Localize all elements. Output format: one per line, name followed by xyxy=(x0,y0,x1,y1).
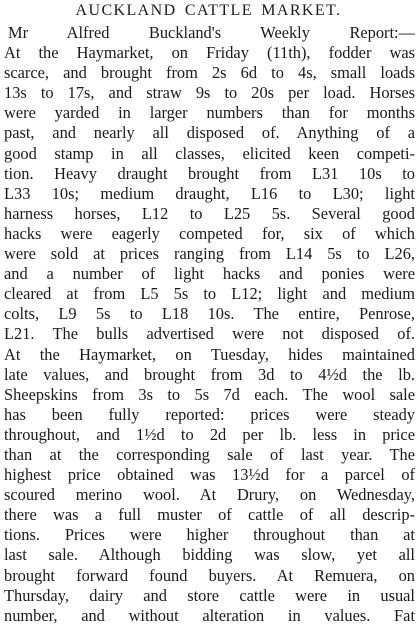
article-line: than at the corresponding sale of last year. The xyxy=(4,444,415,464)
article-line: L21. The bulls advertised were not disposed of. xyxy=(4,324,415,344)
article-line: were sold at prices ranging from L14 5s to L26, xyxy=(4,244,415,264)
article-line: brought forward found buyers. At Remuera, on xyxy=(4,565,415,585)
article-line: there was a full muster of cattle of all descrip- xyxy=(4,505,415,525)
article-line: past, and nearly all disposed of. Anything of a xyxy=(4,123,415,143)
article-line: and a number of light hacks and ponies were xyxy=(4,264,415,284)
article-line: throughout, and 1½d to 2d per lb. less in price xyxy=(4,424,415,444)
article-line: highest price obtained was 13½d for a parcel of xyxy=(4,465,415,485)
article-line: At the Haymarket, on Tuesday, hides maintained xyxy=(4,344,415,364)
article-line: number, and without alteration in values. Fat xyxy=(4,605,415,625)
article-headline: AUCKLAND CATTLE MARKET. xyxy=(75,2,342,19)
article-line: scoured merino wool. At Drury, on Wednesday, xyxy=(4,485,415,505)
article-line: has been fully reported: prices were steady xyxy=(4,404,415,424)
article-line: colts, L9 5s to L18 10s. The entire, Penrose, xyxy=(4,304,415,324)
article-line: Thursday, dairy and store cattle were in usual xyxy=(4,585,415,605)
article-line: harness horses, L12 to L25 5s. Several good xyxy=(4,203,415,223)
article-line: hacks were eagerly competed for, six of which xyxy=(4,223,415,243)
article-line: tions. Prices were higher throughout than at xyxy=(4,525,415,545)
article-line: L33 10s; medium draught, L16 to L30; light xyxy=(4,183,415,203)
article-line: 13s to 17s, and straw 9s to 20s per load. Horses xyxy=(4,83,415,103)
article-line: Mr Alfred Buckland's Weekly Report:— xyxy=(8,23,415,42)
article-line: last sale. Although bidding was slow, yet all xyxy=(4,545,415,565)
article-line: good stamp in all classes, elicited keen competi- xyxy=(4,143,415,163)
article-line: late values, and brought from 3d to 4½d the lb. xyxy=(4,364,415,384)
article-line: Sheepskins from 3s to 5s 7d each. The wool sale xyxy=(4,384,415,404)
article-line: scarce, and brought from 2s 6d to 4s, small loads xyxy=(4,63,415,83)
article-line: were yarded in larger numbers than for months xyxy=(4,103,415,123)
article-line: tion. Heavy draught brought from L31 10s to xyxy=(4,163,415,183)
article-line: cleared at from L5 5s to L12; light and medium xyxy=(4,284,415,304)
article-line: At the Haymarket, on Friday (11th), fodder was xyxy=(4,43,415,63)
article-body xyxy=(0,23,417,626)
